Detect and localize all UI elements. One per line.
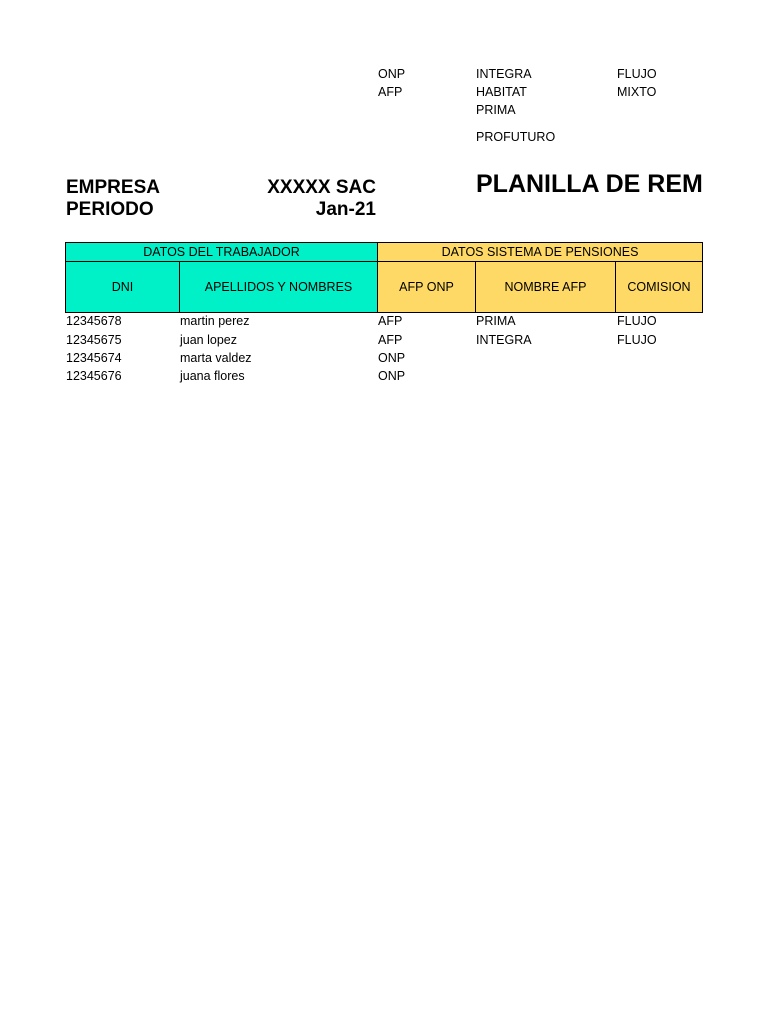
periodo-value: Jan-21	[315, 199, 376, 220]
cell-nombre: juan lopez	[180, 333, 237, 347]
list-habitat: HABITAT	[476, 85, 527, 99]
cell-dni: 12345674	[66, 351, 122, 365]
group-pensiones: DATOS SISTEMA DE PENSIONES	[377, 242, 703, 262]
col-nombre-afp: NOMBRE AFP	[475, 261, 616, 313]
cell-nombre: juana flores	[180, 369, 245, 383]
cell-nombre-afp: PRIMA	[476, 314, 516, 328]
list-onp: ONP	[378, 67, 406, 81]
col-afp-onp: AFP ONP	[377, 261, 476, 313]
table-header	[65, 242, 703, 313]
cell-comision: FLUJO	[617, 314, 657, 328]
cell-nombre: marta valdez	[180, 351, 252, 365]
cell-afp-onp: AFP	[378, 314, 403, 328]
cell-nombre-afp: INTEGRA	[476, 333, 532, 347]
cell-nombre: martin perez	[180, 314, 250, 328]
empresa-value: XXXXX SAC	[267, 177, 376, 198]
list-integra: INTEGRA	[476, 67, 532, 81]
list-flujo: FLUJO	[617, 67, 657, 81]
cell-dni: 12345676	[66, 369, 122, 383]
periodo-label: PERIODO	[66, 199, 154, 220]
cell-afp-onp: ONP	[378, 369, 406, 383]
list-prima: PRIMA	[476, 103, 516, 117]
group-trabajador: DATOS DEL TRABAJADOR	[65, 242, 378, 262]
page-title: PLANILLA DE REM	[476, 170, 703, 198]
empresa-label: EMPRESA	[66, 177, 160, 198]
cell-dni: 12345675	[66, 333, 122, 347]
cell-dni: 12345678	[66, 314, 122, 328]
cell-afp-onp: ONP	[378, 351, 406, 365]
col-apellidos-nombres: APELLIDOS Y NOMBRES	[179, 261, 378, 313]
list-afp: AFP	[378, 85, 403, 99]
col-dni: DNI	[65, 261, 180, 313]
col-comision: COMISION	[615, 261, 703, 313]
list-mixto: MIXTO	[617, 85, 657, 99]
cell-comision: FLUJO	[617, 333, 657, 347]
cell-afp-onp: AFP	[378, 333, 403, 347]
list-profuturo: PROFUTURO	[476, 130, 556, 144]
